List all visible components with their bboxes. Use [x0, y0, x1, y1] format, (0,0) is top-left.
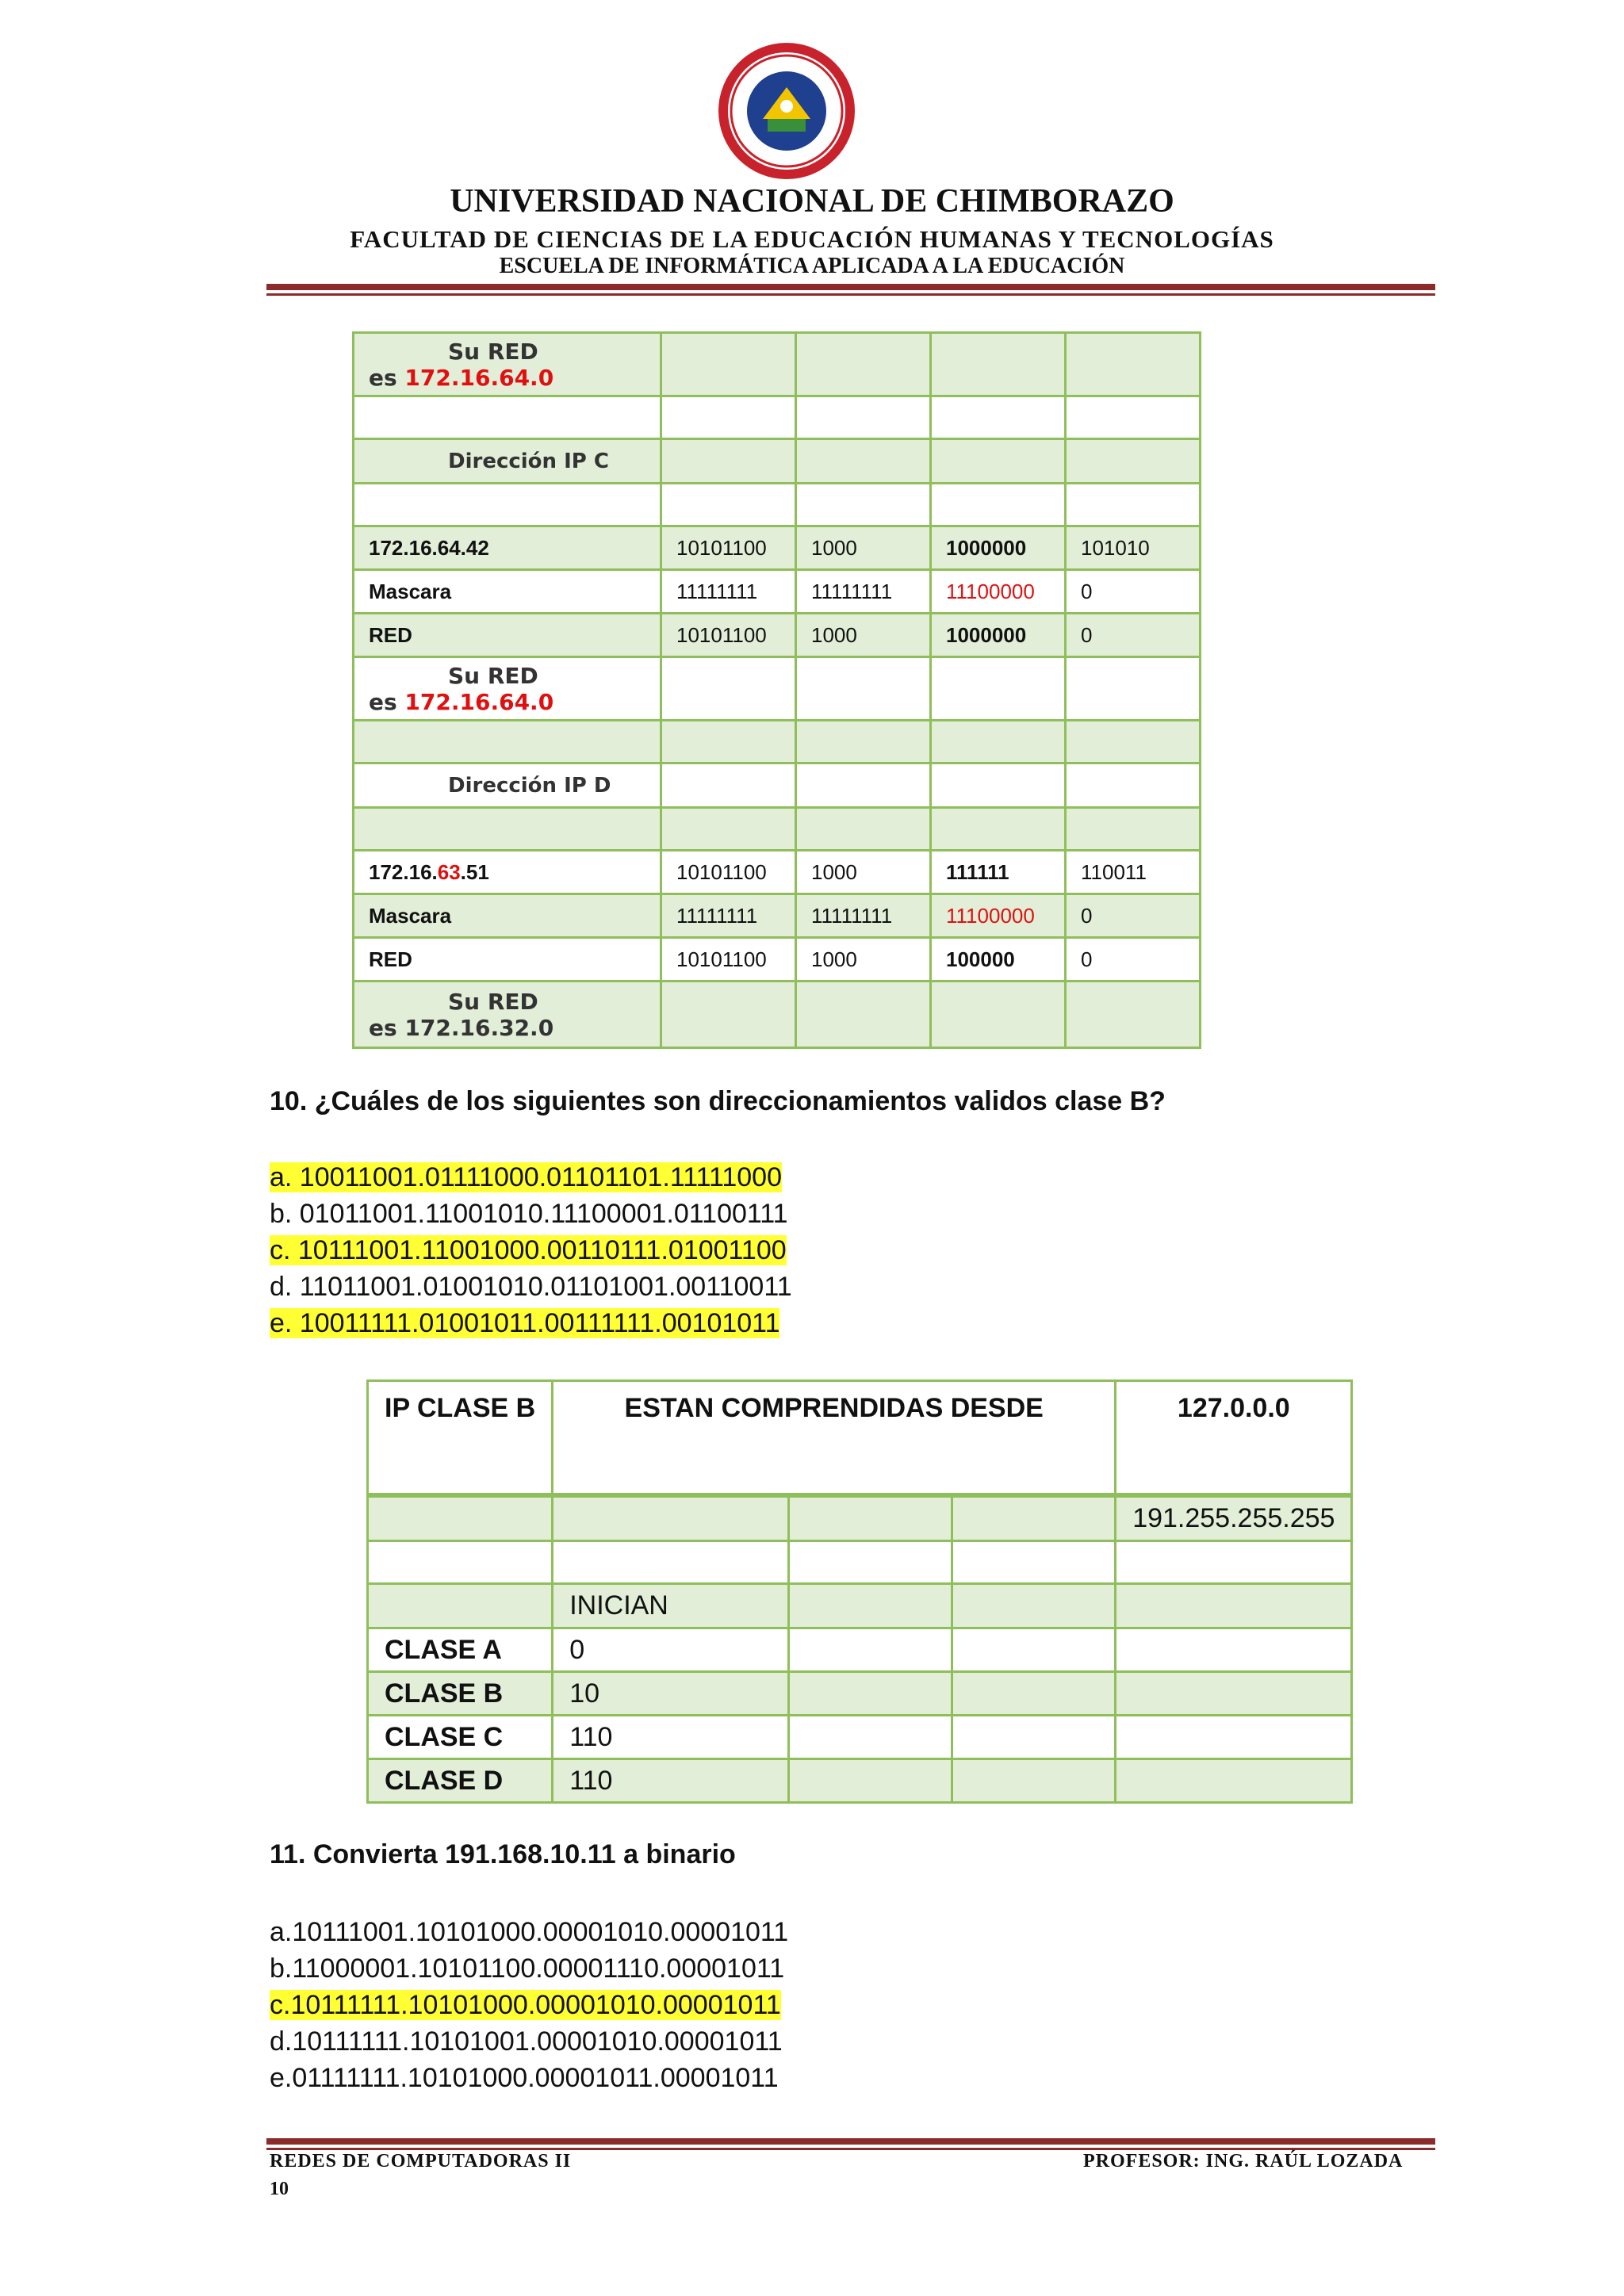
red-label: RED	[354, 614, 661, 657]
red-label: RED	[354, 938, 661, 982]
mask-label: Mascara	[354, 894, 661, 938]
ip-d-address: 172.16.63.51	[354, 851, 661, 894]
bits-cell: 10101100	[661, 938, 796, 982]
su-red-cell: Su RED es 172.16.64.0	[354, 657, 661, 721]
footer-divider-thick	[266, 2138, 1435, 2145]
subnet-table	[352, 331, 1201, 1049]
header-divider-thick	[266, 284, 1435, 290]
footer-divider-thin	[266, 2148, 1435, 2150]
option-c: c. 10111001.11001000.00110111.01001100	[270, 1235, 787, 1265]
bits-cell: 11111111	[661, 570, 796, 614]
table-row	[368, 1495, 1352, 1541]
university-seal-logo	[715, 40, 858, 182]
class-name: CLASE A	[368, 1628, 553, 1672]
bits-cell: 0	[1066, 894, 1201, 938]
range-end: 191.255.255.255	[1116, 1495, 1352, 1541]
question-11-options	[270, 1914, 788, 2096]
bits-cell: 10101100	[661, 526, 796, 570]
class-bits: 0	[553, 1628, 789, 1672]
table-row	[354, 851, 1201, 894]
bits-cell: 11100000	[931, 570, 1066, 614]
option-d: d. 11011001.01001010.01101001.00110011	[270, 1272, 792, 1302]
header-range-start: 127.0.0.0	[1116, 1381, 1352, 1495]
option-e: e. 10011111.01001011.00111111.00101011	[270, 1308, 780, 1338]
bits-cell: 1000	[796, 526, 931, 570]
class-bits: 110	[553, 1759, 789, 1803]
table-row	[354, 763, 1201, 808]
option-c: c.10111111.10101000.00001010.00001011	[270, 1990, 781, 2020]
class-name: CLASE C	[368, 1716, 553, 1759]
ip-c-address: 172.16.64.42	[354, 526, 661, 570]
table-row	[368, 1628, 1352, 1672]
header-divider-thin	[266, 293, 1435, 296]
option-a: a.10111001.10101000.00001010.00001011	[270, 1917, 789, 1947]
bits-cell: 1000	[796, 851, 931, 894]
su-red-cell: Su RED es 172.16.64.0	[354, 333, 661, 396]
faculty-name: FACULTAD DE CIENCIAS DE LA EDUCACIÓN HUMANAS Y TECNOLOGÍAS	[350, 225, 1274, 253]
bits-cell: 111111	[931, 851, 1066, 894]
bits-cell: 11100000	[931, 894, 1066, 938]
page-number: 10	[270, 2179, 289, 2199]
table-row	[354, 439, 1201, 484]
bits-cell: 0	[1066, 570, 1201, 614]
table-row	[368, 1584, 1352, 1628]
bits-cell: 0	[1066, 938, 1201, 982]
option-e: e.01111111.10101000.00001011.00001011	[270, 2063, 779, 2093]
class-name: CLASE D	[368, 1759, 553, 1803]
footer-course: REDES DE COMPUTADORAS II	[270, 2151, 572, 2172]
bits-cell: 11111111	[661, 894, 796, 938]
table-row	[354, 396, 1201, 439]
table-row	[368, 1759, 1352, 1803]
su-red-cell: Su RED es 172.16.32.0	[354, 982, 661, 1048]
table-row	[354, 333, 1201, 396]
class-bits: 10	[553, 1672, 789, 1716]
school-name: ESCUELA DE INFORMÁTICA APLICADA A LA EDUCACIÓN	[499, 254, 1125, 278]
table-row	[368, 1672, 1352, 1716]
bits-cell: 100000	[931, 938, 1066, 982]
question-10-title: 10. ¿Cuáles de los siguientes son direccionamientos validos clase B?	[270, 1086, 1166, 1116]
bits-cell: 11111111	[796, 894, 931, 938]
header-ip-clase-b: IP CLASE B	[368, 1381, 553, 1495]
bits-cell: 11111111	[796, 570, 931, 614]
table-row	[368, 1541, 1352, 1584]
bits-cell: 10101100	[661, 851, 796, 894]
question-11-title: 11. Convierta 191.168.10.11 a binario	[270, 1839, 736, 1869]
bits-cell: 1000000	[931, 614, 1066, 657]
bits-cell: 101010	[1066, 526, 1201, 570]
option-b: b. 01011001.11001010.11100001.01100111	[270, 1199, 788, 1229]
table-row	[354, 721, 1201, 763]
bits-cell: 1000000	[931, 526, 1066, 570]
table-row	[354, 570, 1201, 614]
bits-cell: 1000	[796, 938, 931, 982]
table-row	[368, 1716, 1352, 1759]
inician-label: INICIAN	[553, 1584, 789, 1628]
ip-c-label: Dirección IP C	[354, 439, 661, 484]
bits-cell: 10101100	[661, 614, 796, 657]
option-a: a. 10011001.01111000.01101101.11111000	[270, 1162, 782, 1192]
bits-cell: 1000	[796, 614, 931, 657]
header-comprendidas: ESTAN COMPRENDIDAS DESDE	[553, 1381, 1116, 1495]
table-row	[354, 526, 1201, 570]
bits-cell: 0	[1066, 614, 1201, 657]
table-header-row	[368, 1381, 1352, 1495]
question-10-options	[270, 1159, 792, 1341]
bits-cell: 110011	[1066, 851, 1201, 894]
option-b: b.11000001.10101100.00001110.00001011	[270, 1954, 785, 1984]
table-row	[354, 808, 1201, 851]
university-name: UNIVERSIDAD NACIONAL DE CHIMBORAZO	[450, 183, 1174, 220]
footer-professor: PROFESOR: ING. RAÚL LOZADA	[1083, 2151, 1404, 2172]
option-d: d.10111111.10101001.00001010.00001011	[270, 2026, 783, 2057]
table-row	[354, 894, 1201, 938]
ip-d-label: Dirección IP D	[354, 763, 661, 808]
table-row	[354, 614, 1201, 657]
mask-label: Mascara	[354, 570, 661, 614]
class-name: CLASE B	[368, 1672, 553, 1716]
ip-class-table	[366, 1380, 1353, 1804]
table-row	[354, 982, 1201, 1048]
class-bits: 110	[553, 1716, 789, 1759]
table-row	[354, 484, 1201, 526]
table-row	[354, 657, 1201, 721]
table-row	[354, 938, 1201, 982]
